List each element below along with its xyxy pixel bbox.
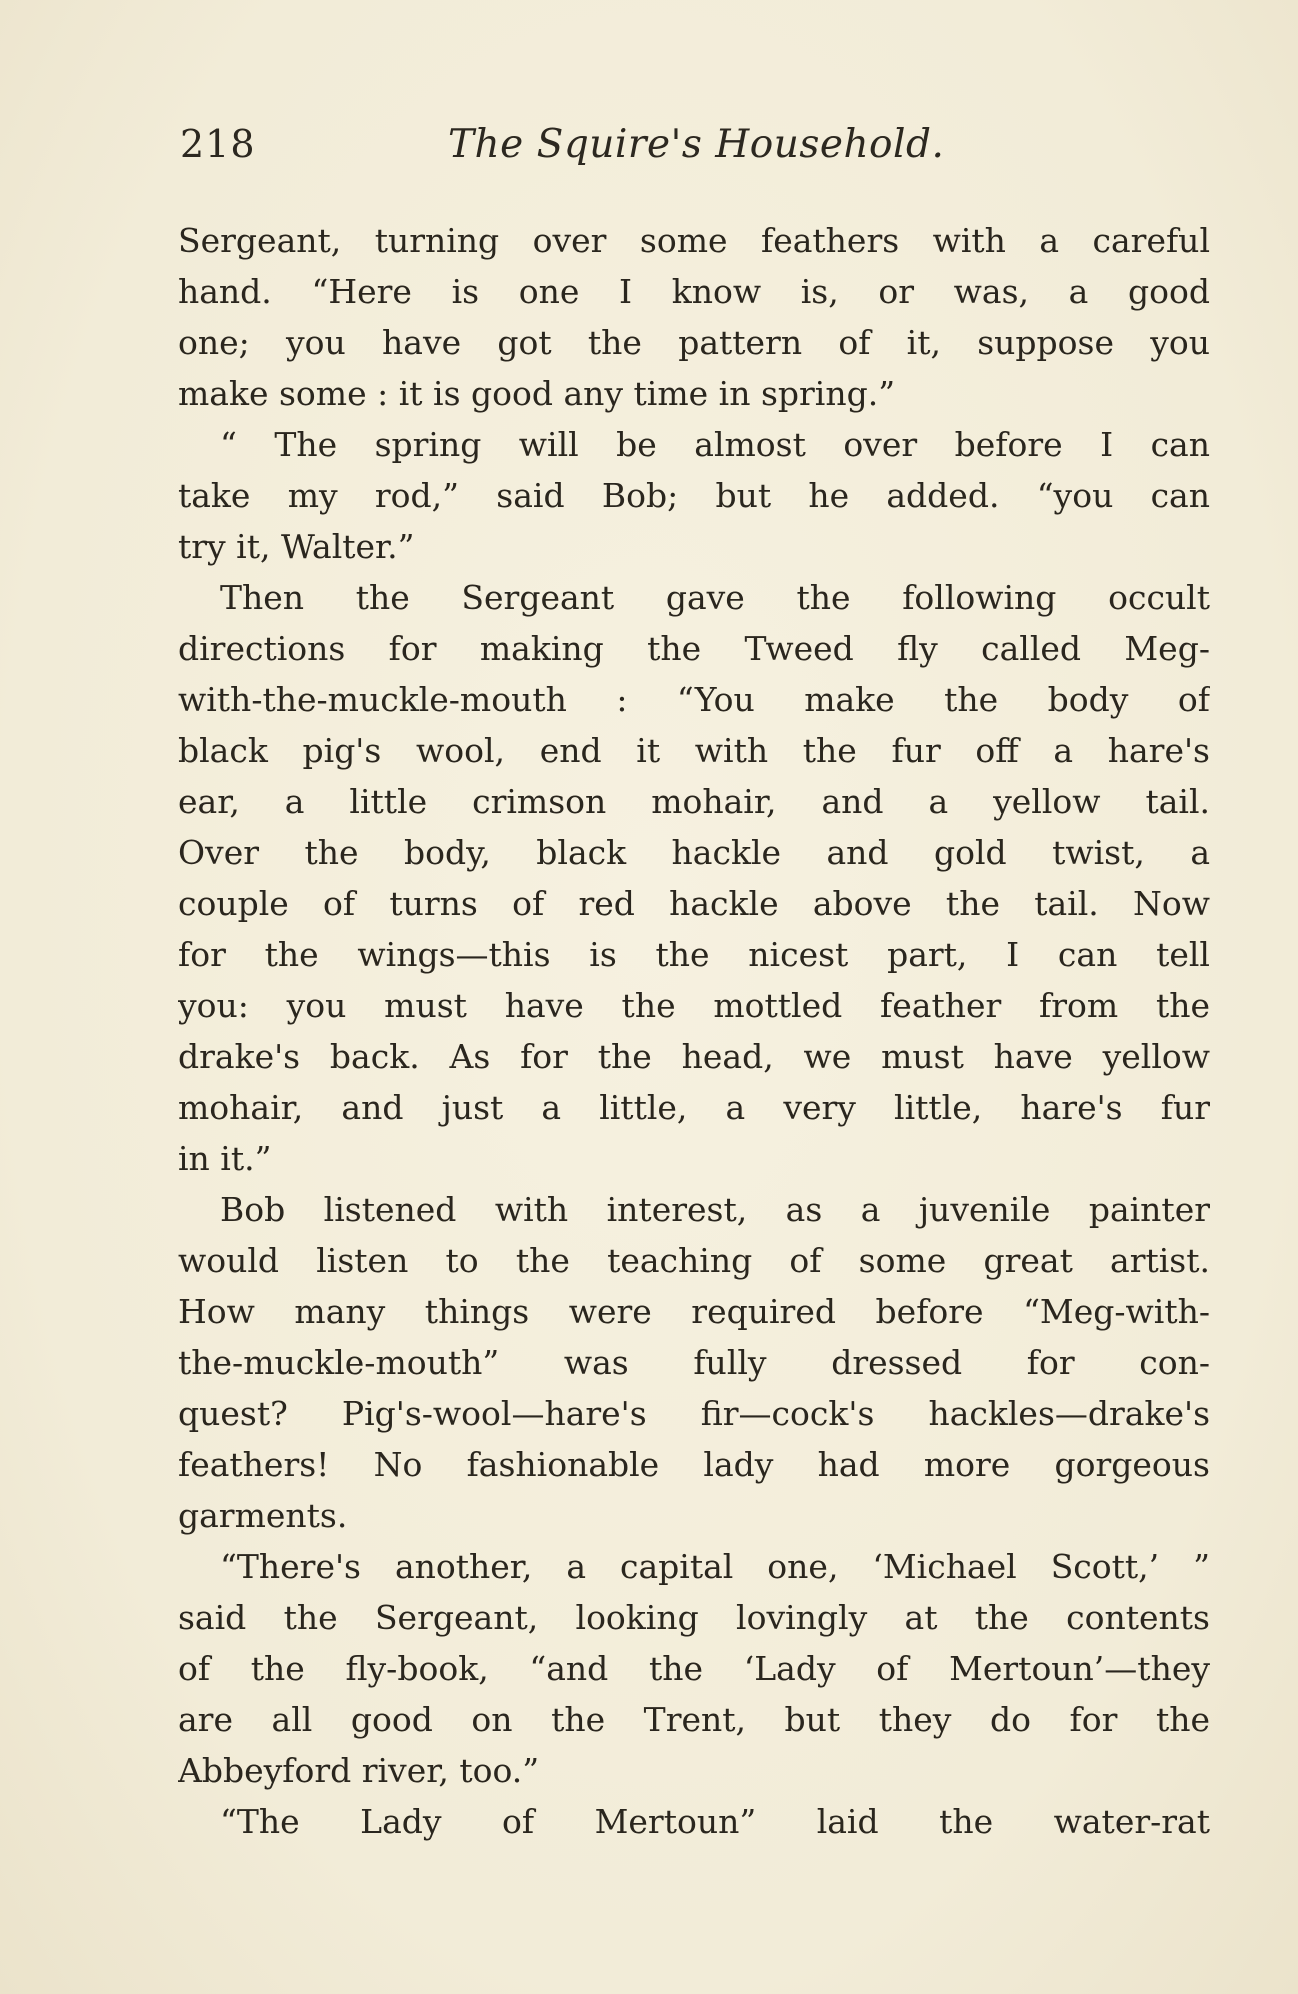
text-line: you: you must have the mottled feather from the <box>178 986 1210 1025</box>
text-line: said the Sergeant, looking lovingly at the contents <box>178 1598 1210 1637</box>
text-line: “There's another, a capital one, ‘Michael Scott,’ ” <box>220 1547 1210 1586</box>
text-line: of the fly-book, “and the ‘Lady of Mertoun’—they <box>178 1649 1210 1688</box>
page-header <box>180 122 1210 192</box>
text-line: ear, a little crimson mohair, and a yellow tail. <box>178 782 1210 821</box>
text-line: the-muckle-mouth” was fully dressed for con- <box>178 1343 1210 1382</box>
text-line: “ The spring will be almost over before I can <box>220 425 1210 464</box>
text-line: couple of turns of red hackle above the tail. Now <box>178 884 1210 923</box>
text-line: Bob listened with interest, as a juvenile painter <box>220 1190 1210 1229</box>
text-line: hand. “Here is one I know is, or was, a good <box>178 272 1210 311</box>
text-line: Over the body, black hackle and gold twist, a <box>178 833 1210 872</box>
text-line: directions for making the Tweed fly called Meg- <box>178 629 1210 668</box>
text-line: mohair, and just a little, a very little, hare's fur <box>178 1088 1210 1127</box>
text-line: with-the-muckle-mouth : “You make the body of <box>178 680 1210 719</box>
text-line: in it.” <box>178 1139 272 1178</box>
text-line: one; you have got the pattern of it, suppose you <box>178 323 1210 362</box>
text-line: feathers! No fashionable lady had more gorgeous <box>178 1445 1210 1484</box>
text-line: Abbeyford river, too.” <box>178 1751 540 1790</box>
running-title: The Squire's Household. <box>448 122 945 167</box>
text-line: for the wings—this is the nicest part, I can tell <box>178 935 1210 974</box>
text-line: are all good on the Trent, but they do for the <box>178 1700 1210 1739</box>
text-line: How many things were required before “Meg-with- <box>178 1292 1210 1331</box>
page-number: 218 <box>180 122 256 166</box>
text-line: Then the Sergeant gave the following occult <box>220 578 1210 617</box>
text-line: “The Lady of Mertoun” laid the water-rat <box>220 1802 1210 1841</box>
text-line: would listen to the teaching of some great artist. <box>178 1241 1210 1280</box>
text-line: black pig's wool, end it with the fur off a hare's <box>178 731 1210 770</box>
text-line: drake's back. As for the head, we must have yellow <box>178 1037 1210 1076</box>
text-line: try it, Walter.” <box>178 527 415 566</box>
text-line: Sergeant, turning over some feathers with a careful <box>178 221 1210 260</box>
text-line: take my rod,” said Bob; but he added. “you can <box>178 476 1210 515</box>
text-line: garments. <box>178 1496 348 1535</box>
text-line: make some : it is good any time in spring.” <box>178 374 896 413</box>
text-line: quest? Pig's-wool—hare's fir—cock's hackles—drake's <box>178 1394 1210 1433</box>
body-text <box>178 215 1210 1847</box>
